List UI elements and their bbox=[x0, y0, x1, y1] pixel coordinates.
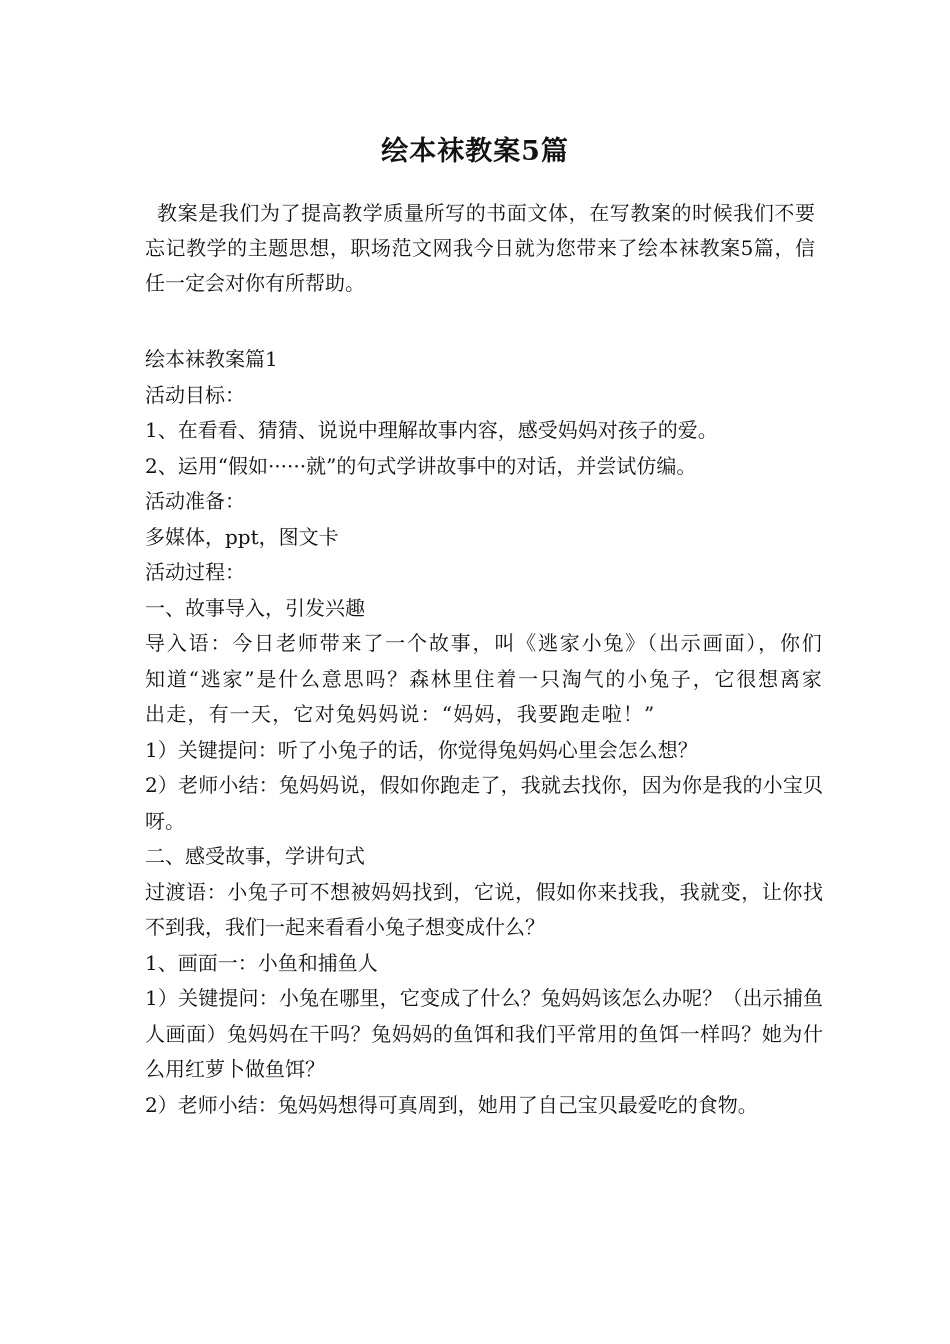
body-paragraph: 1）关键提问：小兔在哪里，它变成了什么？兔妈妈该怎么办呢？（出示捕鱼人画面）兔妈妈在干吗？兔妈妈的鱼饵和我们平常用的鱼饵一样吗？她为什么用红萝卜做鱼饵？ bbox=[145, 986, 823, 1081]
body-paragraph: 一、故事导入，引发兴趣 bbox=[145, 595, 365, 620]
body-paragraph: 2）老师小结：兔妈妈想得可真周到，她用了自己宝贝最爱吃的食物。 bbox=[145, 1092, 758, 1117]
body-paragraph: 导入语：今日老师带来了一个故事，叫《逃家小兔》（出示画面），你们知道“逃家”是什么意思吗？森林里住着一只淘气的小兔子，它很想离家出走，有一天，它对兔妈妈说：“妈妈，我要跑走啦！” bbox=[145, 631, 823, 726]
body-paragraph: 活动过程： bbox=[145, 560, 245, 584]
body-paragraph: 多媒体，ppt，图文卡 bbox=[145, 524, 339, 549]
body-paragraph: 1、在看看、猜猜、说说中理解故事内容，感受妈妈对孩子的爱。 bbox=[145, 418, 718, 442]
body-paragraph: 1）关键提问：听了小兔子的话，你觉得兔妈妈心里会怎么想？ bbox=[145, 737, 698, 762]
document-body bbox=[145, 342, 823, 1123]
body-paragraph: 二、感受故事，学讲句式 bbox=[145, 844, 365, 868]
body-paragraph: 2、运用“假如······就”的句式学讲故事中的对话，并尝试仿编。 bbox=[145, 453, 697, 478]
intro-paragraph: 教案是我们为了提高教学质量所写的书面文体，在写教案的时候我们不要忘记教学的主题思想，职场范文网我今日就为您带来了绘本袜教案5篇，信任一定会对你有所帮助。 bbox=[145, 201, 815, 295]
section-heading: 绘本袜教案篇1 bbox=[145, 347, 278, 371]
body-paragraph: 2）老师小结：兔妈妈说，假如你跑走了，我就去找你，因为你是我的小宝贝呀。 bbox=[145, 773, 823, 833]
document-title: 绘本袜教案5篇 bbox=[381, 136, 569, 167]
body-paragraph: 活动目标： bbox=[145, 382, 245, 407]
body-paragraph: 过渡语：小兔子可不想被妈妈找到，它说，假如你来找我，我就变，让你找不到我，我们一起来看看小兔子想变成什么？ bbox=[145, 879, 823, 939]
body-paragraph: 1、画面一：小鱼和捕鱼人 bbox=[145, 950, 378, 975]
body-paragraph: 活动准备： bbox=[145, 489, 245, 513]
